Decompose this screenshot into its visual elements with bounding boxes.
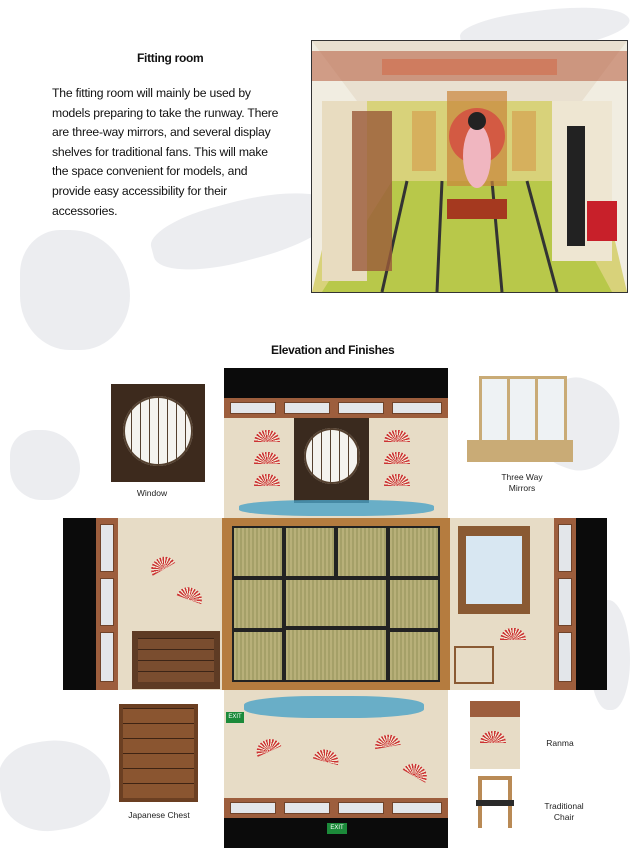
left-wall-ranma	[96, 518, 118, 690]
left-wall-elevation	[118, 518, 222, 690]
exit-sign-bottom: EXIT	[327, 823, 347, 834]
window-photo	[111, 384, 205, 482]
top-wall-ranma	[224, 398, 448, 418]
japanese-chest-caption: Japanese Chest	[128, 810, 190, 820]
window-caption: Window	[136, 488, 168, 498]
ranma-caption: Ranma	[546, 738, 574, 748]
right-wall-ceiling	[576, 518, 607, 690]
three-way-mirrors-caption: Three Way Mirrors	[501, 472, 543, 493]
bottom-wall-elevation	[224, 690, 448, 798]
bottom-wall-ranma	[224, 798, 448, 818]
three-way-mirrors-photo	[467, 376, 573, 463]
traditional-chair-caption: Traditional Chair	[544, 801, 584, 822]
description-text: The fitting room will mainly be used by models preparing to take the runway. There are three-way mirrors, and several display shelves for traditional fans. This will make the space convenient for models, and provide easy accessibility for their accessories.	[52, 86, 279, 218]
section-title: Fitting room	[137, 51, 204, 65]
right-wall-ranma	[554, 518, 576, 690]
elevation-title: Elevation and Finishes	[271, 343, 395, 357]
exit-sign-top: EXIT	[226, 712, 244, 723]
left-wall-ceiling	[63, 518, 96, 690]
top-wall-elevation	[224, 418, 448, 518]
traditional-chair-photo	[470, 772, 520, 830]
ranma-photo	[470, 701, 520, 769]
japanese-chest-photo	[119, 704, 198, 802]
top-wall-ceiling	[224, 368, 448, 398]
right-wall-elevation	[450, 518, 554, 690]
